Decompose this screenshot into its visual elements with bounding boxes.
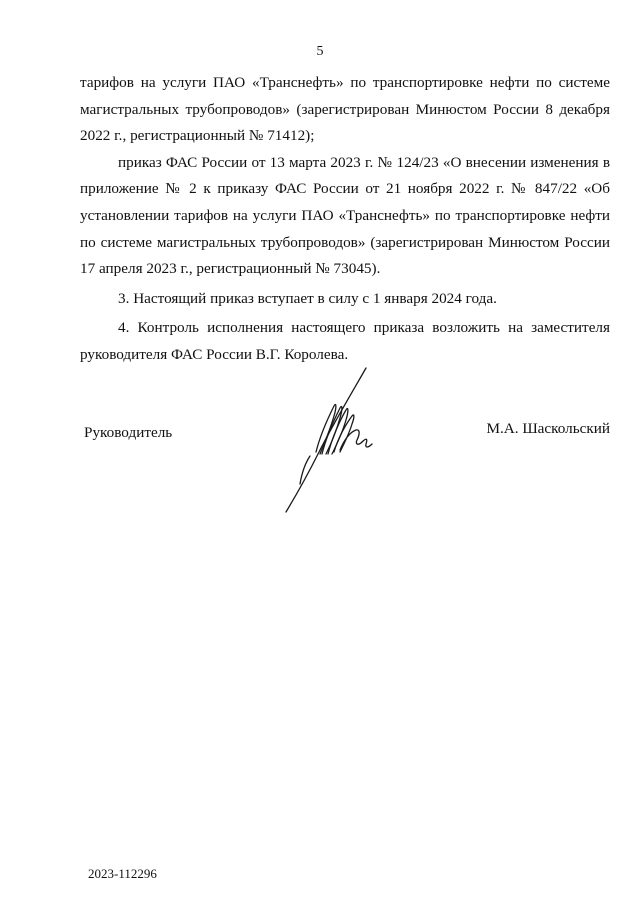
paragraph-control: 4. Контроль исполнения настоящего приказа возложить на заместителя руководителя ФАС России В.Г. Королева. <box>80 319 610 363</box>
signatory-title: Руководитель <box>84 424 173 441</box>
handwritten-signature <box>280 366 390 516</box>
page-number: 5 <box>316 44 324 59</box>
document-body <box>80 70 610 369</box>
document-id: 2023-112296 <box>88 866 157 881</box>
signatory-name: М.А. Шаскольский <box>486 420 610 437</box>
paragraph-effective-date: 3. Настоящий приказ вступает в силу с 1 января 2024 года. <box>118 289 497 307</box>
paragraph-continuation: тарифов на услуги ПАО «Транснефть» по транспортировке нефти по системе магистральных трубопроводов» (зарегистрирован Минюстом России 8 декабря 2022 г., регистрационный № 71412); <box>80 74 610 145</box>
paragraph-order-reference: приказ ФАС России от 13 марта 2023 г. № 124/23 «О внесении изменения в приложение № 2 к приказу ФАС России от 21 ноября 2022 г. № 847/22 «Об установлении тарифов на услуги ПАО «Транснефть» по транспортировке нефти по системе магистральных трубопроводов» (зарегистрирован Минюстом России 17 апреля 2023 г., регистрационный № 73045). <box>80 153 610 278</box>
